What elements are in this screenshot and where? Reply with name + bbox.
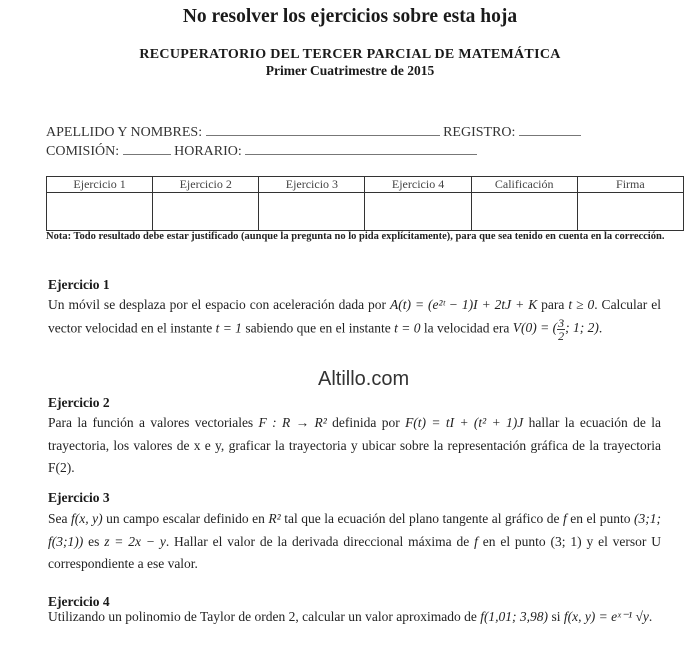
horario-label: HORARIO: — [174, 144, 242, 159]
ex1-text-d: sabiendo que en el instante — [245, 320, 391, 336]
col-firma: Firma — [577, 177, 683, 193]
ex3-text-b: un campo escalar definido en — [106, 511, 265, 526]
ex2-text-b: definida por — [332, 415, 400, 430]
col-ejercicio-4: Ejercicio 4 — [365, 177, 471, 193]
col-ejercicio-1: Ejercicio 1 — [47, 177, 153, 193]
ex4-formula-function: f(x, y) = eˣ⁻¹ √y — [563, 609, 649, 624]
ex3-formula-point: (3;1; f(3;1)) — [48, 511, 662, 549]
exercise-1-title: Ejercicio 1 — [48, 277, 110, 292]
ex3-formula-f2: f — [474, 533, 478, 549]
ex3-text-c: tal que la ecuación del plano tangente al gráfico de — [284, 511, 560, 526]
ex1-text-e: la velocidad era — [423, 320, 510, 336]
cell-firma[interactable] — [577, 193, 683, 231]
ex1-formula-t1: t = 1 — [215, 320, 242, 336]
ex1-text-a: Un móvil se desplaza por el espacio con aceleración dada por — [48, 297, 387, 312]
ex1-v0-open: V(0) = ( — [512, 320, 558, 336]
cell-ejercicio-1[interactable] — [47, 193, 153, 231]
ex1-frac-den: 2 — [558, 328, 565, 343]
ex2-text-c: hallar la ecuación de la trayectoria, los valores de x e y, graficar la trayectoria y ubicar sobre la representación gráfica de la trayectoria F(2). — [48, 415, 661, 475]
ex3-text-f: . Hallar el valor de la derivada direccional máxima de — [165, 533, 470, 549]
exercise-3-title: Ejercicio 3 — [48, 490, 110, 505]
ex4-text-a: Utilizando un polinomio de Taylor de orden 2, calcular un valor aproximado de — [48, 609, 477, 624]
apellido-field[interactable] — [206, 121, 440, 136]
ex3-text-e: es — [88, 533, 100, 549]
exercise-2-title: Ejercicio 2 — [48, 395, 110, 410]
ex3-formula-f1: f — [562, 511, 567, 526]
ex1-text-b: para — [541, 297, 565, 312]
exercise-1-body — [48, 294, 661, 342]
cell-ejercicio-2[interactable] — [153, 193, 259, 231]
ex3-text-g: en el punto (3; 1) y el versor U correspondiente a ese valor. — [48, 533, 662, 571]
cell-calificacion[interactable] — [471, 193, 577, 231]
apellido-label: APELLIDO Y NOMBRES: — [46, 125, 203, 140]
ex1-fraction — [557, 317, 565, 342]
ex4-text-b: si — [551, 609, 561, 624]
grade-table-row — [47, 193, 684, 231]
comision-field[interactable] — [123, 140, 171, 155]
ex3-text-d: en el punto — [570, 511, 631, 526]
ex1-formula-t0: t = 0 — [394, 320, 421, 336]
registro-label: REGISTRO: — [443, 125, 516, 140]
ex3-text-a: Sea — [48, 511, 68, 526]
exercise-3-body — [48, 508, 661, 576]
ex1-formula-initial-velocity — [512, 315, 599, 343]
exercise-2-body — [48, 412, 661, 480]
exam-subtitle: Primer Cuatrimestre de 2015 — [265, 63, 435, 78]
ex3-formula-field: f(x, y) — [71, 511, 103, 526]
col-ejercicio-2: Ejercicio 2 — [153, 177, 259, 193]
name-row — [46, 121, 581, 141]
comision-label: COMISIÓN: — [46, 144, 120, 159]
ex1-frac-num: 3 — [558, 315, 565, 330]
ex1-text-f: . — [598, 320, 603, 336]
ex3-formula-plane: z = 2x − y — [104, 533, 166, 549]
ex2-formula-domain: F : R → R² — [258, 415, 327, 430]
warning-heading: No resolver los ejercicios sobre esta hoja — [182, 6, 518, 27]
grade-table — [46, 176, 684, 231]
ex3-formula-r2: R² — [268, 511, 281, 526]
registro-field[interactable] — [519, 121, 581, 136]
horario-field[interactable] — [245, 140, 477, 155]
ex1-formula-acceleration: A(t) = (e²ᵗ − 1)I + 2tJ + K — [390, 297, 538, 312]
exam-title: RECUPERATORIO DEL TERCER PARCIAL DE MATEMÁTICA — [139, 47, 561, 62]
nota-text: Nota: Todo resultado debe estar justificado (aunque la pregunta no lo pida explícitamente), para que sea tenido en cuenta en la corrección. — [46, 231, 665, 242]
comision-row — [46, 140, 477, 160]
ex4-formula-point: f(1,01; 3,98) — [480, 609, 549, 624]
cell-ejercicio-3[interactable] — [259, 193, 365, 231]
ex1-text-c: . Calcular el vector velocidad en el instante — [48, 297, 661, 336]
ex1-formula-t-domain: t ≥ 0 — [568, 297, 595, 312]
ex2-text-a: Para la función a valores vectoriales — [48, 415, 254, 430]
ex2-formula-function: F(t) = tI + (t² + 1)J — [405, 415, 524, 430]
ex4-text-c: . — [648, 609, 653, 624]
grade-table-header — [47, 177, 684, 193]
cell-ejercicio-4[interactable] — [365, 193, 471, 231]
watermark-text: Altillo.com — [318, 368, 410, 390]
col-ejercicio-3: Ejercicio 3 — [259, 177, 365, 193]
col-calificacion: Calificación — [471, 177, 577, 193]
ex1-v0-close: ; 1; 2) — [565, 320, 599, 336]
exercise-4-body — [48, 606, 661, 629]
exercise-4-title: Ejercicio 4 — [48, 594, 110, 609]
